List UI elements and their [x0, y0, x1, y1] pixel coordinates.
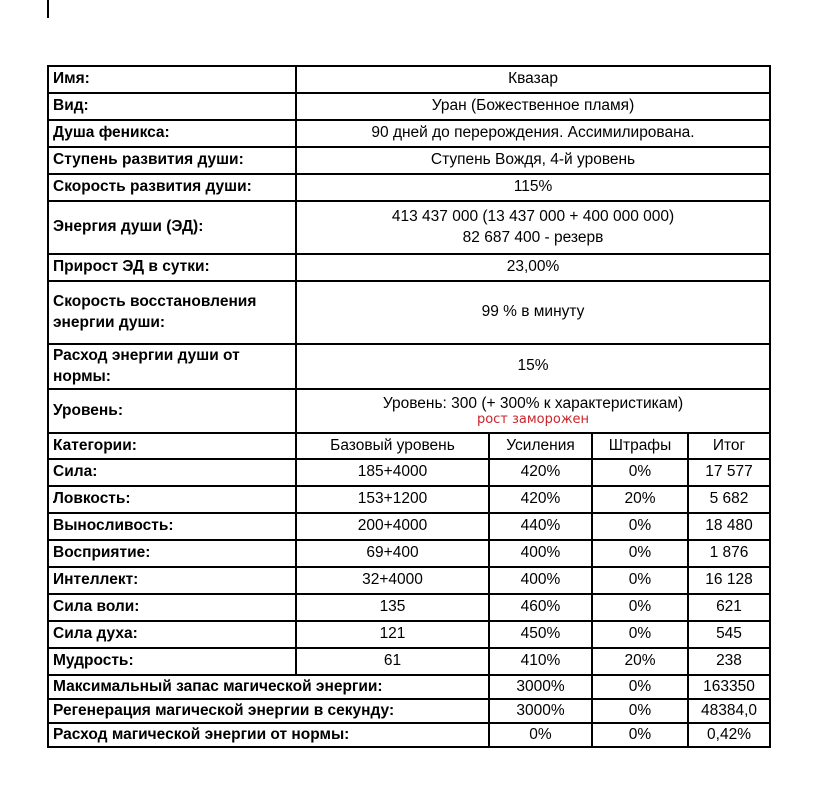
summary-label: Регенерация магической энергии в секунду:: [48, 699, 489, 723]
summary-row-max-mana: [48, 675, 770, 699]
row-label: Энергия души (ЭД):: [48, 201, 296, 254]
text-cursor-icon: [47, 0, 49, 18]
stat-base: 153+1200: [296, 486, 489, 513]
stat-boost: 420%: [489, 459, 592, 486]
summary-label: Расход магической энергии от нормы:: [48, 723, 489, 747]
row-value: [296, 201, 770, 254]
row-value: Ступень Вождя, 4-й уровень: [296, 147, 770, 174]
row-label: Вид:: [48, 93, 296, 120]
stat-penalty: 0%: [592, 459, 688, 486]
stat-boost: 440%: [489, 513, 592, 540]
stat-label: Выносливость:: [48, 513, 296, 540]
stat-total: 18 480: [688, 513, 770, 540]
stat-penalty: 0%: [592, 540, 688, 567]
stat-boost: 410%: [489, 648, 592, 675]
level-value: Уровень: 300 (+ 300% к характеристикам): [382, 394, 684, 412]
stat-boost: 460%: [489, 594, 592, 621]
summary-row-mana-consumption: [48, 723, 770, 747]
stat-penalty: 20%: [592, 486, 688, 513]
summary-total: 48384,0: [688, 699, 770, 723]
stat-row-agility: [48, 486, 770, 513]
info-row-soul-energy: [48, 201, 770, 254]
row-label: Прирост ЭД в сутки:: [48, 254, 296, 281]
stat-row-willpower: [48, 594, 770, 621]
stat-row-endurance: [48, 513, 770, 540]
stat-boost: 450%: [489, 621, 592, 648]
row-label: Скорость развития души:: [48, 174, 296, 201]
row-label: Скорость восстановления энергии души:: [48, 281, 296, 344]
row-value: 23,00%: [296, 254, 770, 281]
stat-label: Сила:: [48, 459, 296, 486]
summary-row-mana-regen: [48, 699, 770, 723]
col-header-base: Базовый уровень: [296, 433, 489, 459]
stat-penalty: 20%: [592, 648, 688, 675]
row-value: 99 % в минуту: [296, 281, 770, 344]
info-row-phoenix-soul: [48, 120, 770, 147]
row-value: 15%: [296, 344, 770, 389]
col-header-boosts: Усиления: [489, 433, 592, 459]
stat-total: 5 682: [688, 486, 770, 513]
stat-base: 185+4000: [296, 459, 489, 486]
stat-base: 61: [296, 648, 489, 675]
stat-base: 69+400: [296, 540, 489, 567]
soul-energy-line2: 82 687 400 - резерв: [462, 228, 604, 246]
stat-base: 135: [296, 594, 489, 621]
stat-base: 121: [296, 621, 489, 648]
summary-boost: 3000%: [489, 675, 592, 699]
stat-label: Ловкость:: [48, 486, 296, 513]
stat-row-spirit: [48, 621, 770, 648]
soul-energy-line1: 413 437 000 (13 437 000 + 400 000 000): [391, 208, 675, 226]
stat-penalty: 0%: [592, 621, 688, 648]
row-value: 90 дней до перерождения. Ассимилирована.: [296, 120, 770, 147]
summary-penalty: 0%: [592, 675, 688, 699]
row-label: Ступень развития души:: [48, 147, 296, 174]
row-value: [296, 389, 770, 433]
stat-label: Сила духа:: [48, 621, 296, 648]
info-row-species: [48, 93, 770, 120]
row-value: 115%: [296, 174, 770, 201]
col-header-penalties: Штрафы: [592, 433, 688, 459]
growth-frozen-note: рост заморожен: [476, 412, 590, 428]
stat-boost: 420%: [489, 486, 592, 513]
summary-boost: 0%: [489, 723, 592, 747]
info-row-level: [48, 389, 770, 433]
stat-boost: 400%: [489, 540, 592, 567]
stats-header-label: Категории:: [48, 433, 296, 459]
stat-label: Сила воли:: [48, 594, 296, 621]
summary-total: 0,42%: [688, 723, 770, 747]
stat-total: 545: [688, 621, 770, 648]
stat-row-strength: [48, 459, 770, 486]
stat-penalty: 0%: [592, 594, 688, 621]
stat-total: 1 876: [688, 540, 770, 567]
stat-label: Интеллект:: [48, 567, 296, 594]
character-status-table: [47, 65, 771, 748]
stats-header-row: [48, 433, 770, 459]
stat-total: 621: [688, 594, 770, 621]
row-label: Расход энергии души от нормы:: [48, 344, 296, 389]
info-row-energy-consumption: [48, 344, 770, 389]
stat-row-intellect: [48, 567, 770, 594]
info-row-daily-gain: [48, 254, 770, 281]
info-row-soul-speed: [48, 174, 770, 201]
stat-row-perception: [48, 540, 770, 567]
row-label: Душа феникса:: [48, 120, 296, 147]
stat-penalty: 0%: [592, 513, 688, 540]
stat-total: 16 128: [688, 567, 770, 594]
row-label: Уровень:: [48, 389, 296, 433]
summary-total: 163350: [688, 675, 770, 699]
summary-penalty: 0%: [592, 699, 688, 723]
stat-label: Мудрость:: [48, 648, 296, 675]
summary-penalty: 0%: [592, 723, 688, 747]
summary-boost: 3000%: [489, 699, 592, 723]
stat-penalty: 0%: [592, 567, 688, 594]
summary-label: Максимальный запас магической энергии:: [48, 675, 489, 699]
stat-boost: 400%: [489, 567, 592, 594]
info-row-name: [48, 66, 770, 93]
col-header-total: Итог: [688, 433, 770, 459]
stat-label: Восприятие:: [48, 540, 296, 567]
stat-total: 238: [688, 648, 770, 675]
stat-base: 200+4000: [296, 513, 489, 540]
stat-total: 17 577: [688, 459, 770, 486]
stat-row-wisdom: [48, 648, 770, 675]
stat-base: 32+4000: [296, 567, 489, 594]
row-value: Уран (Божественное пламя): [296, 93, 770, 120]
info-row-soul-stage: [48, 147, 770, 174]
row-value: Квазар: [296, 66, 770, 93]
row-label: Имя:: [48, 66, 296, 93]
info-row-recovery-speed: [48, 281, 770, 344]
